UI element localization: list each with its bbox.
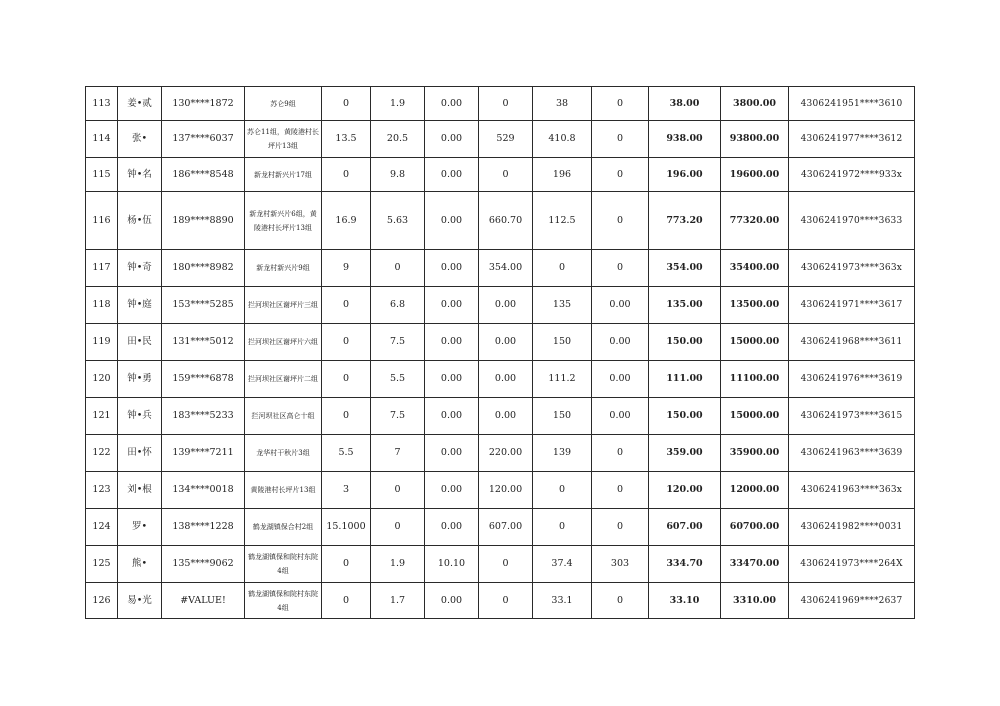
value-cell: 0 [533,509,592,546]
amount-cell: 77320.00 [721,192,789,250]
name-cell: 钟•奇 [118,250,162,287]
value-cell: 0.00 [425,192,479,250]
row-number-cell: 117 [86,250,118,287]
phone-cell: 131****5012 [162,324,245,361]
phone-cell: 139****7211 [162,435,245,472]
value-cell: 16.9 [322,192,371,250]
value-cell: 529 [479,121,533,158]
value-cell: 607.00 [479,509,533,546]
value-cell: 38 [533,87,592,121]
amount-cell: 15000.00 [721,398,789,435]
phone-cell: 137****6037 [162,121,245,158]
amount-cell: 60700.00 [721,509,789,546]
value-cell: 0.00 [425,509,479,546]
value-cell: 1.9 [371,546,425,583]
value-cell: 0 [371,250,425,287]
value-cell: 0.00 [425,361,479,398]
row-number-cell: 119 [86,324,118,361]
value-cell: 33.1 [533,583,592,619]
id-number-cell: 4306241973****3615 [789,398,915,435]
row-number-cell: 118 [86,287,118,324]
id-number-cell: 4306241963****363x [789,472,915,509]
name-cell: 钟•勇 [118,361,162,398]
table-row [86,158,915,192]
value-cell: 5.5 [322,435,371,472]
row-number-cell: 115 [86,158,118,192]
table-row [86,361,915,398]
value-cell: 0 [592,192,649,250]
value-cell: 0.00 [425,121,479,158]
amount-cell: 15000.00 [721,324,789,361]
row-number-cell: 116 [86,192,118,250]
value-cell: 0.00 [425,398,479,435]
total-cell: 354.00 [649,250,721,287]
address-cell: 鹤龙湖镇保和院村东院4组 [245,546,322,583]
table-row [86,87,915,121]
id-number-cell: 4306241973****363x [789,250,915,287]
name-cell: 罗• [118,509,162,546]
row-number-cell: 122 [86,435,118,472]
amount-cell: 13500.00 [721,287,789,324]
row-number-cell: 126 [86,583,118,619]
value-cell: 10.10 [425,546,479,583]
value-cell: 196 [533,158,592,192]
value-cell: 0 [592,583,649,619]
total-cell: 150.00 [649,398,721,435]
id-number-cell: 4306241976****3619 [789,361,915,398]
address-cell: 新龙村新兴片9组 [245,250,322,287]
amount-cell: 11100.00 [721,361,789,398]
value-cell: 150 [533,398,592,435]
phone-cell: 180****8982 [162,250,245,287]
value-cell: 0.00 [425,472,479,509]
total-cell: 33.10 [649,583,721,619]
value-cell: 0 [592,509,649,546]
row-number-cell: 123 [86,472,118,509]
phone-cell: 135****9062 [162,546,245,583]
value-cell: 37.4 [533,546,592,583]
value-cell: 0.00 [425,158,479,192]
value-cell: 0.00 [592,324,649,361]
row-number-cell: 120 [86,361,118,398]
data-table [85,86,915,619]
value-cell: 13.5 [322,121,371,158]
address-cell: 苏仑9组 [245,87,322,121]
phone-cell: #VALUE! [162,583,245,619]
total-cell: 150.00 [649,324,721,361]
amount-cell: 33470.00 [721,546,789,583]
value-cell: 0 [592,435,649,472]
total-cell: 111.00 [649,361,721,398]
table-row [86,324,915,361]
name-cell: 钟•名 [118,158,162,192]
value-cell: 0 [322,324,371,361]
value-cell: 7.5 [371,398,425,435]
name-cell: 杨•伍 [118,192,162,250]
value-cell: 0 [322,583,371,619]
value-cell: 150 [533,324,592,361]
row-number-cell: 113 [86,87,118,121]
value-cell: 0.00 [592,398,649,435]
value-cell: 0 [479,87,533,121]
amount-cell: 35400.00 [721,250,789,287]
value-cell: 0.00 [479,361,533,398]
value-cell: 0.00 [479,398,533,435]
name-cell: 易•光 [118,583,162,619]
name-cell: 钟•庭 [118,287,162,324]
address-cell: 拦河坝社区谢坪片六组 [245,324,322,361]
value-cell: 303 [592,546,649,583]
id-number-cell: 4306241969****2637 [789,583,915,619]
name-cell: 田•怀 [118,435,162,472]
row-number-cell: 125 [86,546,118,583]
value-cell: 0 [371,509,425,546]
total-cell: 135.00 [649,287,721,324]
address-cell: 鹤龙湖镇保和院村东院4组 [245,583,322,619]
row-number-cell: 124 [86,509,118,546]
table-row [86,435,915,472]
phone-cell: 186****8548 [162,158,245,192]
total-cell: 607.00 [649,509,721,546]
value-cell: 0.00 [425,287,479,324]
value-cell: 0.00 [425,583,479,619]
value-cell: 0.00 [425,250,479,287]
phone-cell: 153****5285 [162,287,245,324]
value-cell: 5.5 [371,361,425,398]
amount-cell: 3800.00 [721,87,789,121]
phone-cell: 183****5233 [162,398,245,435]
amount-cell: 3310.00 [721,583,789,619]
value-cell: 0 [592,158,649,192]
value-cell: 0 [322,546,371,583]
value-cell: 0 [592,472,649,509]
value-cell: 135 [533,287,592,324]
value-cell: 0 [322,158,371,192]
address-cell: 鹤龙湖镇保合村2组 [245,509,322,546]
address-cell: 新龙村新兴片17组 [245,158,322,192]
value-cell: 220.00 [479,435,533,472]
value-cell: 7 [371,435,425,472]
row-number-cell: 121 [86,398,118,435]
name-cell: 姜•贰 [118,87,162,121]
table-row [86,192,915,250]
value-cell: 9.8 [371,158,425,192]
table-row [86,583,915,619]
value-cell: 0 [592,87,649,121]
id-number-cell: 4306241970****3633 [789,192,915,250]
value-cell: 120.00 [479,472,533,509]
table-row [86,509,915,546]
address-cell: 拦河坝社区谢坪片二组 [245,361,322,398]
value-cell: 0 [533,472,592,509]
value-cell: 0 [322,361,371,398]
name-cell: 熊• [118,546,162,583]
value-cell: 6.8 [371,287,425,324]
value-cell: 20.5 [371,121,425,158]
address-cell: 黄陵港村长坪片13组 [245,472,322,509]
value-cell: 7.5 [371,324,425,361]
value-cell: 354.00 [479,250,533,287]
value-cell: 0 [322,398,371,435]
address-cell: 拦河坝社区高仑十组 [245,398,322,435]
name-cell: 刘•根 [118,472,162,509]
value-cell: 5.63 [371,192,425,250]
table-row [86,472,915,509]
phone-cell: 189****8890 [162,192,245,250]
name-cell: 田•民 [118,324,162,361]
value-cell: 0.00 [592,361,649,398]
id-number-cell: 4306241977****3612 [789,121,915,158]
id-number-cell: 4306241951****3610 [789,87,915,121]
address-cell: 龙华村干秋片3组 [245,435,322,472]
phone-cell: 134****0018 [162,472,245,509]
amount-cell: 12000.00 [721,472,789,509]
total-cell: 120.00 [649,472,721,509]
phone-cell: 130****1872 [162,87,245,121]
address-cell: 拦河坝社区谢坪片三组 [245,287,322,324]
value-cell: 0 [479,583,533,619]
value-cell: 112.5 [533,192,592,250]
value-cell: 3 [322,472,371,509]
address-cell: 新龙村新兴片6组，黄陵港村长坪片13组 [245,192,322,250]
value-cell: 0.00 [592,287,649,324]
address-cell: 苏仑11组，黄陵港村长坪片13组 [245,121,322,158]
value-cell: 0 [479,546,533,583]
value-cell: 0 [322,87,371,121]
value-cell: 0.00 [425,435,479,472]
total-cell: 38.00 [649,87,721,121]
row-number-cell: 114 [86,121,118,158]
value-cell: 139 [533,435,592,472]
value-cell: 15.1000 [322,509,371,546]
value-cell: 0 [371,472,425,509]
value-cell: 0 [322,287,371,324]
amount-cell: 93800.00 [721,121,789,158]
value-cell: 0 [592,121,649,158]
total-cell: 773.20 [649,192,721,250]
amount-cell: 19600.00 [721,158,789,192]
table-row [86,250,915,287]
value-cell: 660.70 [479,192,533,250]
amount-cell: 35900.00 [721,435,789,472]
value-cell: 410.8 [533,121,592,158]
name-cell: 张• [118,121,162,158]
total-cell: 359.00 [649,435,721,472]
table-row [86,121,915,158]
value-cell: 0 [479,158,533,192]
value-cell: 0.00 [425,87,479,121]
id-number-cell: 4306241972****933x [789,158,915,192]
table-row [86,398,915,435]
value-cell: 9 [322,250,371,287]
value-cell: 1.7 [371,583,425,619]
total-cell: 938.00 [649,121,721,158]
total-cell: 196.00 [649,158,721,192]
value-cell: 0.00 [479,287,533,324]
value-cell: 0 [533,250,592,287]
id-number-cell: 4306241973****264X [789,546,915,583]
id-number-cell: 4306241982****0031 [789,509,915,546]
id-number-cell: 4306241971****3617 [789,287,915,324]
id-number-cell: 4306241968****3611 [789,324,915,361]
phone-cell: 159****6878 [162,361,245,398]
value-cell: 111.2 [533,361,592,398]
value-cell: 1.9 [371,87,425,121]
id-number-cell: 4306241963****3639 [789,435,915,472]
value-cell: 0 [592,250,649,287]
name-cell: 钟•兵 [118,398,162,435]
value-cell: 0.00 [425,324,479,361]
total-cell: 334.70 [649,546,721,583]
table-row [86,546,915,583]
phone-cell: 138****1228 [162,509,245,546]
value-cell: 0.00 [479,324,533,361]
table-row [86,287,915,324]
